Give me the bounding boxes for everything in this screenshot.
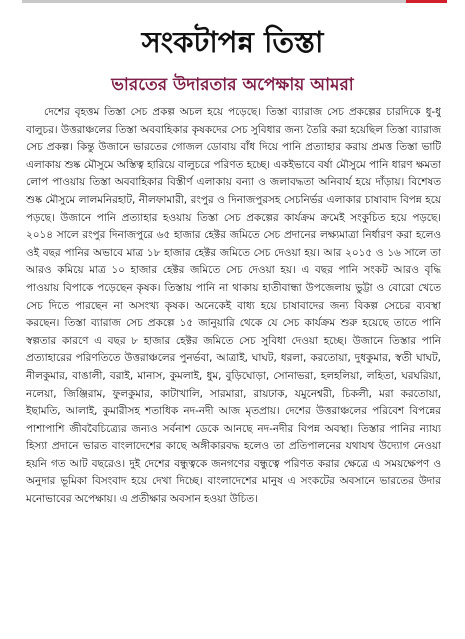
article-body: দেশের বৃহত্তম তিস্তা সেচ প্রকল্প অচল হয়ে পড়েছে। তিস্তা ব্যারাজ সেচ প্রকল্পের চারদিকে ধু-ধু বালুচর। উত্তরাঞ্চলের তিস্তা অববাহিকার কৃষকদের সেচ সুবিধার জন্য তৈরি করা হয়েছিল তিস্তা ব্যারাজ সেচ প্রকল্প। কিন্তু উজানে ভারতের গোজল ডোবায় বাঁধ দিয়ে পানি প্রত্যাহার করায় প্রমত্ত তিস্তা ভাটি এলাকায় শুষ্ক মৌসুমে অস্তিত্ব হারিয়ে বালুচরে পরিণত হচ্ছে। একইভাবে বর্ষা মৌসুমে পানি ধারণ ক্ষমতা লোপ পাওয়ায় তিস্তা অববাহিকার বিস্তীর্ণ এলাকায় বন্যা ও জলাবদ্ধতা অনিবার্য হয়ে দাঁড়ায়। বিশেষত শুষ্ক মৌসুমে লালমনিরহাট, নীলফামারী, রংপুর ও দিনাজপুরসহ সেচনির্ভর এলাকার চাষাবাদ বিপন্ন হয়ে পড়ছে। উজানে পানি প্রত্যাহার হওয়ায় তিস্তা সেচ প্রকল্পের কার্যক্রম ক্রমেই সংকুচিত হয়ে পড়ছে। ২০১৪ সালে রংপুর দিনাজপুরে ৬৫ হাজার হেক্টর জমিতে সেচ প্রদানের লক্ষ্যমাত্রা নির্ধারণ করা হলেও ওই বছর পানির অভাবে মাত্র ১৮ হাজার হেক্টর জমিতে সেচ দেওয়া হয়। আর ২০১৫ ও ১৬ সালে তা আরও কমিয়ে মাত্র ১০ হাজার হেক্টর জমিতে সেচ দেওয়া হয়। এ বছর পানি সংকট আরও বৃদ্ধি পাওয়ায় বিপাকে পড়েছেন কৃষক। তিস্তায় পানি না থাকায় হাতীবান্ধা উপজেলায় ভুট্টা ও বোরো খেতে সেচ দিতে পারছেন না অসংখ্য কৃষক। অনেকেই বাধ্য হয়ে চাষাবাদের জন্য বিকল্প সেচের ব্যবস্থা করছেন। তিস্তা ব্যারাজ সেচ প্রকল্পে ১৫ জানুয়ারি থেকে যে সেচ কার্যক্রম শুরু হয়েছে তাতে পানি স্বল্পতার কারণে এ বছর ৮ হাজার হেক্টর জমিতে সেচ সুবিধা দেওয়া হচ্ছে। উজানে তিস্তার পানি প্রত্যাহারের পরিণতিতে উত্তরাঞ্চলের পুনর্ভবা, আত্রাই, ঘাঘট, ধরলা, করতোয়া, দুধকুমার, স্বতী ঘাঘট, নীলকুমার, বাঙালী, বরাই, মানাস, কুমলাই, ধুম, বুড়িঘোড়া, সোনাভরা, হলহলিয়া, লহিতা, ঘরঘরিয়া, নলেয়া, জিঞ্জিরাম, ফুলকুমার, কাটাখালি, সারমারা, রায়ঢাক, যমুনেশ্বরী, চিকলী, মরা করতোয়া, ইছামতি, আলাই, কুমারীসহ শতাধিক নদ-নদী আজ মৃতপ্রায়। দেশের উত্তরাঞ্চলের পরিবেশ বিপন্নের পাশাপাশি জীববৈচিত্র্যের জন্যও সর্বনাশ ডেকে আনছে নদ-নদীর বিপন্ন অবস্থা। তিস্তার পানির ন্যায্য হিস্যা প্রদানে ভারত বাংলাদেশের কাছে অঙ্গীকারবদ্ধ হলেও তা প্রতিপালনের যথাযথ উদ্যোগ নেওয়া হয়নি গত আট বছরেও। দুই দেশের বন্ধুত্বকে জনগণের বন্ধুত্বে পরিণত করার ক্ষেত্রে এ সময়ক্ষেপণ ও অনুদার ভূমিকা বিসংবাদ হয়ে দেখা দিচ্ছে। বাংলাদেশের মানুষ এ সংকটের অবসানে ভারতের উদার মনোভাবের অপেক্ষায়। এ প্রতীক্ষার অবসান হওয়া উচিত।	[26, 106, 441, 506]
top-rule	[22, 0, 447, 3]
top-accent-bar	[406, 0, 447, 3]
article-subheadline: ভারতের উদারতার অপেক্ষায় আমরা	[111, 75, 354, 95]
article-headline: সংকটাপন্ন তিস্তা	[141, 25, 324, 59]
